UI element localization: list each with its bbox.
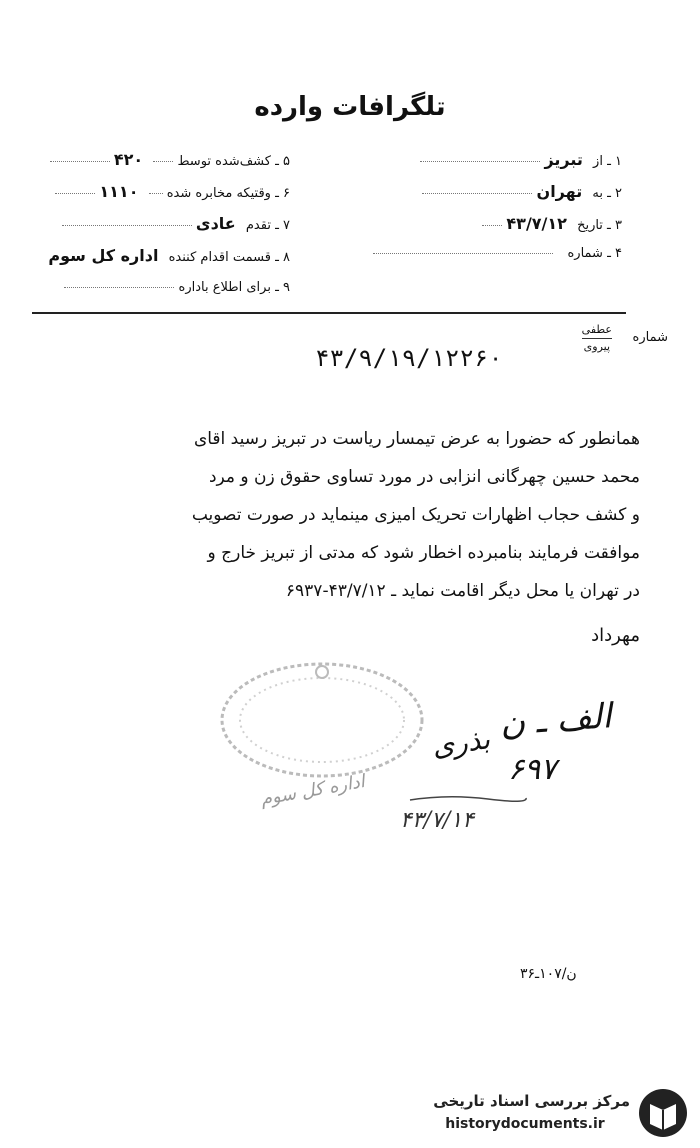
dotted-line — [50, 161, 110, 162]
dotted-line — [153, 161, 173, 162]
field-decoded-by-label: ۵ ـ کشف‌شده توسط — [177, 154, 290, 169]
field-to — [422, 182, 622, 206]
dotted-line — [422, 193, 532, 194]
field-transmitted-value: ۱۱۱۰ — [99, 182, 139, 201]
body-line: و کشف حجاب اظهارات تحریک امیزی مینماید در صورت تصویب — [191, 505, 640, 525]
body-line: محمد حسین چهرگانی انزابی در مورد تساوی حقوق زن و مرد — [208, 467, 640, 487]
field-for-info — [64, 280, 290, 304]
dotted-line — [62, 225, 192, 226]
field-decoded-by — [50, 150, 290, 174]
number-sub-bottom: پیروی — [583, 340, 611, 353]
dotted-line — [55, 193, 95, 194]
closing-signoff: مهرداد — [591, 625, 640, 646]
field-decoded-by-value: ۴۲۰ — [113, 150, 144, 169]
field-from-value: تبریز — [544, 150, 583, 169]
body-line: در تهران یا محل دیگر اقامت نماید ـ ۴۳/۷/۱۲-۶۹۳۷ — [285, 581, 640, 601]
archive-code: ن/۱۰۷ـ۳۶ — [520, 966, 577, 982]
field-transmitted-label: ۶ ـ وقتیکه مخابره شده — [166, 186, 290, 201]
field-from — [420, 150, 622, 174]
dotted-line — [149, 193, 163, 194]
dotted-line — [420, 161, 540, 162]
handwritten-underline — [408, 790, 528, 810]
field-date-label: ۳ ـ تاریخ — [577, 218, 622, 233]
field-to-label: ۲ ـ به — [592, 186, 622, 201]
book-logo-icon — [636, 1086, 690, 1140]
logo-text-fa: مرکز بررسی اسناد تاریخی — [433, 1092, 630, 1110]
field-from-label: ۱ ـ از — [593, 154, 622, 169]
field-to-value: تهران — [536, 182, 583, 201]
field-number-label: ۴ ـ شماره — [567, 246, 622, 261]
field-for-info-label: ۹ ـ برای اطلاع باداره — [178, 280, 290, 295]
handwritten-signature: الف ـ ن — [498, 696, 613, 744]
field-action-section — [48, 246, 290, 270]
oval-stamp — [212, 650, 432, 790]
telegram-body — [55, 420, 640, 610]
field-transmitted — [55, 182, 290, 206]
handwritten-number: ۶۹۷ — [508, 752, 557, 787]
handwritten-date: ۴۳/۷/۱۴ — [400, 808, 474, 833]
field-number — [373, 246, 622, 270]
field-date — [482, 214, 622, 238]
dotted-line — [64, 287, 174, 288]
field-action-section-value: اداره کل سوم — [48, 246, 159, 265]
document-title: تلگرافات وارده — [254, 92, 446, 122]
field-priority — [62, 214, 290, 238]
field-priority-label: ۷ ـ تقدم — [245, 218, 290, 233]
handwritten-signature: بذری — [429, 722, 492, 763]
stamp-text: اداره کل سوم — [258, 771, 367, 810]
reference-number: ۴۳/۹/۱۹/۱۲۲۶۰ — [315, 344, 503, 372]
number-subfield — [582, 322, 612, 355]
dotted-line — [482, 225, 502, 226]
number-sub-top: عطفی — [582, 322, 612, 339]
dotted-line — [373, 253, 553, 254]
body-line: موافقت فرمایند بنامبرده اخطار شود که مدتی از تبریز خارج و — [207, 543, 640, 563]
header-divider — [32, 312, 626, 314]
field-date-value: ۴۳/۷/۱۲ — [506, 214, 567, 233]
logo-text-en: historydocuments.ir — [445, 1116, 605, 1132]
body-line: همانطور که حضورا به عرض تیمسار ریاست در تبریز رسید اقای — [193, 429, 640, 449]
field-action-section-label: ۸ ـ قسمت اقدام کننده — [168, 250, 290, 265]
number-label: شماره — [632, 330, 668, 345]
field-priority-value: عادی — [195, 214, 236, 233]
